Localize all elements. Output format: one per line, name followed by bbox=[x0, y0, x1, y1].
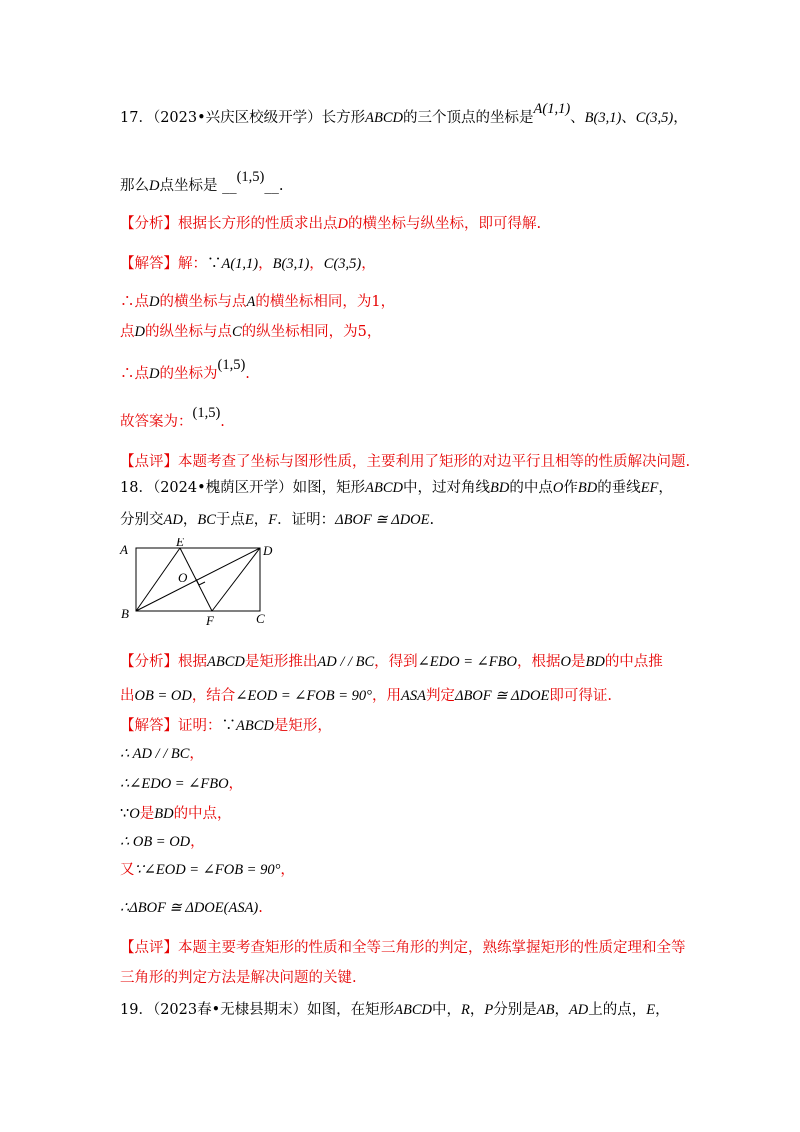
q17-solution-line2: ∴点D的横坐标与点A的横坐标相同，为1， bbox=[120, 294, 396, 310]
answer-blank: (1,5) bbox=[236, 169, 265, 185]
q18-proof-2: ∴∠EDO = ∠FBO， bbox=[120, 776, 244, 792]
comment-tag: 【点评】 bbox=[120, 454, 178, 470]
q18-proof-4: ∴ OB = OD， bbox=[120, 834, 205, 850]
q18-proof-5: 又∵∠EOD = ∠FOB = 90°， bbox=[120, 862, 295, 878]
q17-line2: 那么D点坐标是 __(1,5)__. bbox=[120, 169, 284, 194]
math-point-c: C(3,5) bbox=[635, 110, 674, 126]
q18-comment-line1: 【点评】本题主要考查矩形的性质和全等三角形的判定，熟练掌握矩形的性质定理和全等 bbox=[120, 940, 686, 956]
label-o: O bbox=[178, 570, 188, 585]
q17-analysis: 【分析】根据长方形的性质求出点D的横坐标与纵坐标，即可得解. bbox=[120, 216, 542, 232]
math-point-a: A(1,1) bbox=[533, 101, 571, 117]
q18-line2: 分别交AD，BC于点E，F．证明：ΔBOF ≅ ΔDOE. bbox=[120, 512, 435, 528]
solution-tag: 【解答】 bbox=[120, 718, 178, 734]
comment-tag: 【点评】 bbox=[120, 940, 178, 956]
q18-solution-head: 【解答】证明：∵ABCD是矩形， bbox=[120, 718, 332, 734]
label-d: D bbox=[263, 543, 273, 558]
q18-comment-line2: 三角形的判定方法是解决问题的关键. bbox=[120, 970, 357, 986]
q18-analysis-line2: 出OB = OD，结合∠EOD = ∠FOB = 90°，用ASA判定ΔBOF ≅ ΔDOE即可得证. bbox=[120, 688, 612, 704]
segment-fd bbox=[212, 548, 260, 611]
math-point-b: B(3,1) bbox=[584, 110, 622, 126]
diagonal-bd bbox=[136, 548, 260, 611]
q18-proof-6: ∴ΔBOF ≅ ΔDOE(ASA). bbox=[120, 900, 263, 916]
label-c: C bbox=[256, 611, 265, 626]
q19-line1: 19．（2023春•无棣县期末）如图，在矩形ABCD中，R，P分别是AB，AD上的点，E， bbox=[120, 1002, 670, 1018]
q17-line1: 17．（2023•兴庆区校级开学）长方形ABCD的三个顶点的坐标是A(1,1)、B(3,1)、C(3,5)， bbox=[120, 101, 688, 126]
segment-be bbox=[136, 548, 180, 611]
label-f: F bbox=[206, 613, 214, 628]
q17-answer: 故答案为：(1,5). bbox=[120, 405, 225, 430]
label-a: A bbox=[120, 542, 128, 557]
q18-analysis-line1: 【分析】根据ABCD是矩形推出AD / / BC，得到∠EDO = ∠FBO，根据O是BD的中点推 bbox=[120, 654, 663, 670]
math-rect: ABCD bbox=[365, 110, 404, 126]
analysis-tag: 【分析】 bbox=[120, 216, 178, 232]
q17-solution-line3: 点D的纵坐标与点C的纵坐标相同，为5， bbox=[120, 324, 382, 340]
q17-solution-line4: ∴点D的坐标为(1,5). bbox=[120, 357, 250, 382]
q18-line1: 18．（2024•槐荫区开学）如图，矩形ABCD中，过对角线BD的中点O作BD的垂线EF， bbox=[120, 480, 673, 496]
label-e: E bbox=[176, 538, 184, 549]
rectangle-figure bbox=[118, 538, 278, 630]
q18-proof-1: ∴ AD / / BC， bbox=[120, 746, 204, 762]
q18-proof-3: ∵O是BD的中点， bbox=[120, 806, 232, 822]
q17-solution-line1: 【解答】解：∵A(1,1)，B(3,1)，C(3,5)， bbox=[120, 256, 376, 272]
solution-tag: 【解答】 bbox=[120, 256, 178, 272]
label-b: B bbox=[121, 606, 129, 621]
q17-comment: 【点评】本题考查了坐标与图形性质，主要利用了矩形的对边平行且相等的性质解决问题. bbox=[120, 454, 691, 470]
analysis-tag: 【分析】 bbox=[120, 654, 178, 670]
